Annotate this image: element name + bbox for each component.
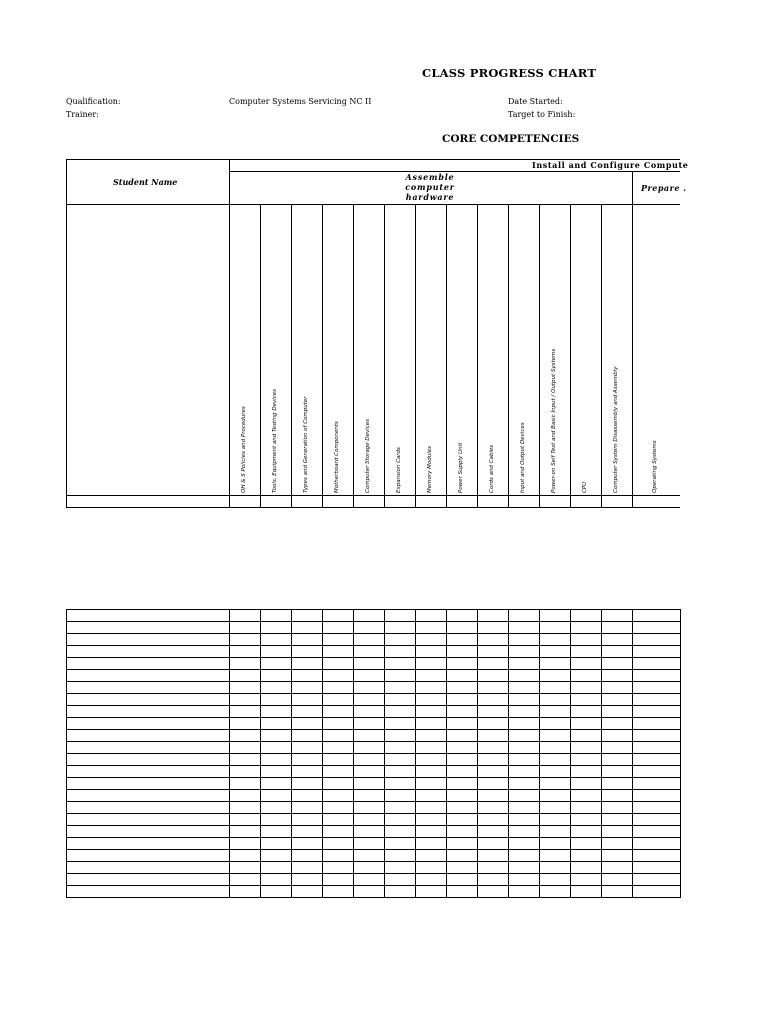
- competency-column-label: Tools, Equipment and Testing Devices: [271, 388, 278, 493]
- table-row-line: [66, 789, 680, 790]
- date-started-label: Date Started:: [508, 97, 563, 106]
- table-row-line: [66, 825, 680, 826]
- competency-column-label: Expansion Cards: [395, 447, 402, 493]
- table-row-line: [66, 873, 680, 874]
- unit-line: computer: [405, 182, 455, 192]
- table-column-line: [291, 609, 292, 898]
- column-divider: [446, 204, 447, 508]
- table-row-line: [66, 717, 680, 718]
- table-row-line: [66, 657, 680, 658]
- column-divider: [353, 204, 354, 508]
- table-row-line: [66, 609, 680, 610]
- table-column-line: [508, 609, 509, 898]
- table-column-line: [260, 609, 261, 898]
- table-row-line: [66, 741, 680, 742]
- column-divider: [384, 204, 385, 508]
- table-column-line: [477, 609, 478, 898]
- competency-column-label: Power-on Self Test and Basic Input / Output Systems: [550, 348, 557, 493]
- competency-group-header: Install and Configure Compute: [532, 160, 689, 170]
- competency-column-label: Power Supply Unit: [457, 442, 464, 493]
- student-name-header: Student Name: [113, 177, 178, 187]
- table-row-line: [66, 753, 680, 754]
- table-row-line: [66, 777, 680, 778]
- table-row-line: [66, 861, 680, 862]
- column-divider: [477, 204, 478, 508]
- section-title: CORE COMPETENCIES: [442, 133, 580, 145]
- table-column-line: [632, 609, 633, 898]
- competency-column-label: Input and Output Devices: [519, 422, 526, 493]
- table-row-line: [66, 729, 680, 730]
- column-divider: [508, 204, 509, 508]
- competency-column-label: Computer System Disassembly and Assembly: [612, 366, 619, 493]
- document-title: CLASS PROGRESS CHART: [422, 66, 597, 80]
- competency-column-label: OH & S Policies and Procedures: [240, 406, 247, 493]
- unit-header-prepare: Prepare .: [641, 183, 687, 193]
- table-row-line: [66, 669, 680, 670]
- table-row-line: [66, 693, 680, 694]
- table-column-line: [680, 609, 681, 898]
- table-column-line: [322, 609, 323, 898]
- trainer-label: Trainer:: [66, 110, 99, 119]
- column-divider: [322, 204, 323, 508]
- table-row-line: [66, 705, 680, 706]
- table-column-line: [66, 609, 67, 898]
- qualification-label: Qualification:: [66, 97, 121, 106]
- competency-column-label: Cords and Cables: [488, 444, 495, 493]
- column-divider: [415, 204, 416, 508]
- competency-column-label: Operating Systems: [652, 440, 658, 493]
- column-divider: [601, 204, 602, 508]
- competency-column-label: CPU: [581, 481, 588, 493]
- competency-column-label: Computer Storage Devices: [364, 418, 371, 493]
- table-row-line: [66, 885, 680, 886]
- qualification-value: Computer Systems Servicing NC II: [229, 97, 372, 106]
- table-row-line: [66, 645, 680, 646]
- column-divider: [260, 204, 261, 508]
- table-row-line: [66, 621, 680, 622]
- table-column-line: [384, 609, 385, 898]
- table-row-line: [66, 633, 680, 634]
- table-row-line: [66, 681, 680, 682]
- unit-line: hardware: [405, 192, 455, 202]
- competency-column-label: Memory Modules: [426, 446, 433, 493]
- table-row-line: [66, 801, 680, 802]
- column-divider: [632, 204, 633, 508]
- table-column-line: [415, 609, 416, 898]
- table-column-line: [539, 609, 540, 898]
- unit-line: Assemble: [405, 172, 455, 182]
- column-divider: [539, 204, 540, 508]
- table-column-line: [446, 609, 447, 898]
- table-column-line: [570, 609, 571, 898]
- target-to-finish-label: Target to Finish:: [508, 110, 576, 119]
- competency-column-label: Motherboard Components: [333, 421, 340, 493]
- column-divider: [570, 204, 571, 508]
- competency-column-label: Types and Generation of Computer: [302, 396, 309, 493]
- table-row-line: [66, 849, 680, 850]
- unit-header-assemble: [390, 172, 470, 202]
- column-divider: [291, 204, 292, 508]
- table-row-line: [66, 765, 680, 766]
- table-row-line: [66, 837, 680, 838]
- table-row-line: [66, 897, 680, 898]
- table-column-line: [353, 609, 354, 898]
- table-column-line: [601, 609, 602, 898]
- table-row-line: [66, 813, 680, 814]
- table-column-line: [229, 609, 230, 898]
